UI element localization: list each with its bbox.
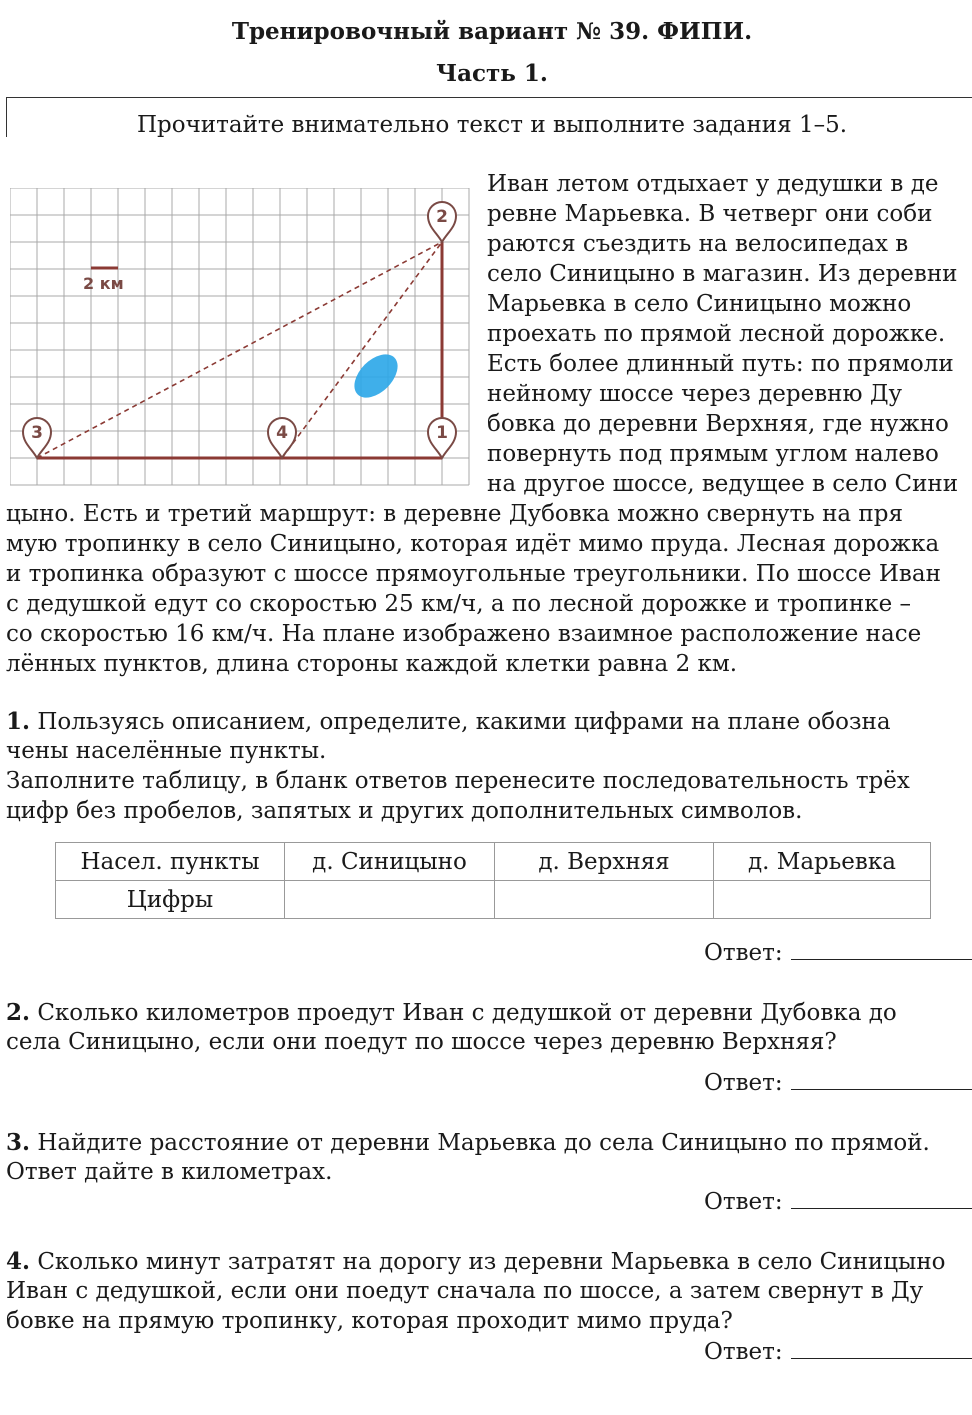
question-1-line: цифр без пробелов, запятых и других дополнительных символов. bbox=[6, 798, 803, 824]
question-1-line: чены населённые пункты. bbox=[6, 738, 327, 764]
question-3-line: 3. Найдите расстояние от деревни Марьевка до села Синицыно по прямой. bbox=[6, 1129, 930, 1156]
question-4-number: 4. bbox=[6, 1248, 31, 1275]
story-line: ревне Марьевка. В четверг они соби bbox=[487, 201, 933, 227]
story-line: мую тропинку в село Синицыно, которая идёт мимо пруда. Лесная дорожка bbox=[6, 531, 940, 557]
answer-3: Ответ: bbox=[704, 1188, 972, 1215]
question-4-line: 4. Сколько минут затратят на дорогу из деревни Марьевка в село Синицыно bbox=[6, 1248, 946, 1275]
story-line: раются съездить на велосипедах в bbox=[487, 231, 909, 257]
table-header-cell: д. Синицыно bbox=[285, 843, 495, 881]
story-line: проехать по прямой лесной дорожке. bbox=[487, 321, 946, 347]
story-line: Иван летом отдыхает у дедушки в де bbox=[487, 171, 939, 197]
answer-cell-sinitsyno[interactable] bbox=[285, 881, 495, 919]
question-4-line: Иван с дедушкой, если они поедут сначала по шоссе, а затем свернут в Ду bbox=[6, 1278, 924, 1304]
marker-1 bbox=[428, 418, 456, 458]
table-row-label: Цифры bbox=[56, 881, 285, 919]
answer-1: Ответ: bbox=[704, 939, 972, 966]
map-grid bbox=[10, 188, 469, 485]
table-header-row bbox=[56, 843, 931, 881]
answer-4-field[interactable] bbox=[791, 1338, 972, 1359]
marker-1-label: 1 bbox=[436, 423, 448, 443]
intro-instruction: Прочитайте внимательно текст и выполните задания 1–5. bbox=[136, 112, 848, 138]
pond-shape bbox=[346, 346, 405, 405]
story-line: на другое шоссе, ведущее в село Сини bbox=[487, 471, 959, 497]
answer-3-field[interactable] bbox=[791, 1188, 972, 1209]
story-line: и тропинка образуют с шоссе прямоугольные треугольники. По шоссе Иван bbox=[6, 561, 941, 587]
story-line: бовка до деревни Верхняя, где нужно bbox=[487, 411, 949, 437]
answer-cell-verkhnyaya[interactable] bbox=[495, 881, 714, 919]
intro-box-top-border bbox=[6, 97, 972, 98]
question-2-line: 2. Сколько километров проедут Иван с дедушкой от деревни Дубовка до bbox=[6, 999, 897, 1026]
answer-1-field[interactable] bbox=[791, 939, 972, 960]
question-1-line: 1. Пользуясь описанием, определите, какими цифрами на плане обозна bbox=[6, 708, 891, 735]
answer-4: Ответ: bbox=[704, 1338, 972, 1365]
question-3-line: Ответ дайте в километрах. bbox=[6, 1159, 333, 1185]
marker-3-label: 3 bbox=[31, 423, 43, 443]
page-title: Тренировочный вариант № 39. ФИПИ. bbox=[231, 18, 753, 45]
table-header-cell: д. Верхняя bbox=[495, 843, 714, 881]
story-line: со скоростью 16 км/ч. На плане изображено взаимное расположение насе bbox=[6, 621, 922, 647]
question-4-line: бовке на прямую тропинку, которая проходит мимо пруда? bbox=[6, 1308, 733, 1334]
story-line: повернуть под прямым углом налево bbox=[487, 441, 939, 467]
question-2-line: села Синицыно, если они поедут по шоссе через деревню Верхняя? bbox=[6, 1029, 837, 1055]
answer-2: Ответ: bbox=[704, 1069, 972, 1096]
marker-2 bbox=[428, 202, 456, 242]
story-line: нейному шоссе через деревню Ду bbox=[487, 381, 903, 407]
story-line: Есть более длинный путь: по прямоли bbox=[487, 351, 954, 377]
marker-2-label: 2 bbox=[436, 207, 448, 227]
story-line: село Синицыно в магазин. Из деревни bbox=[487, 261, 958, 287]
story-line: цыно. Есть и третий маршрут: в деревне Дубовка можно свернуть на пря bbox=[6, 501, 903, 527]
question-2-number: 2. bbox=[6, 999, 31, 1026]
marker-4 bbox=[268, 418, 296, 458]
question-1-line: Заполните таблицу, в бланк ответов перенесите последовательность трёх bbox=[6, 768, 910, 794]
answer-cell-marevka[interactable] bbox=[714, 881, 931, 919]
question-1-number: 1. bbox=[6, 708, 31, 735]
story-line: Марьевка в село Синицыно можно bbox=[487, 291, 912, 317]
answer-2-field[interactable] bbox=[791, 1069, 972, 1090]
story-line: с дедушкой едут со скоростью 25 км/ч, а по лесной дорожке и тропинке – bbox=[6, 591, 912, 617]
table-header-cell: Насел. пункты bbox=[56, 843, 285, 881]
table-header-cell: д. Марьевка bbox=[714, 843, 931, 881]
map-figure bbox=[10, 188, 470, 488]
story-line: лённых пунктов, длина стороны каждой клетки равна 2 км. bbox=[6, 651, 738, 677]
marker-4-label: 4 bbox=[276, 423, 288, 443]
question-3-number: 3. bbox=[6, 1129, 31, 1156]
part-title: Часть 1. bbox=[436, 60, 548, 87]
answer-table bbox=[55, 842, 931, 919]
scale-label: 2 км bbox=[83, 274, 124, 293]
table-row bbox=[56, 881, 931, 919]
